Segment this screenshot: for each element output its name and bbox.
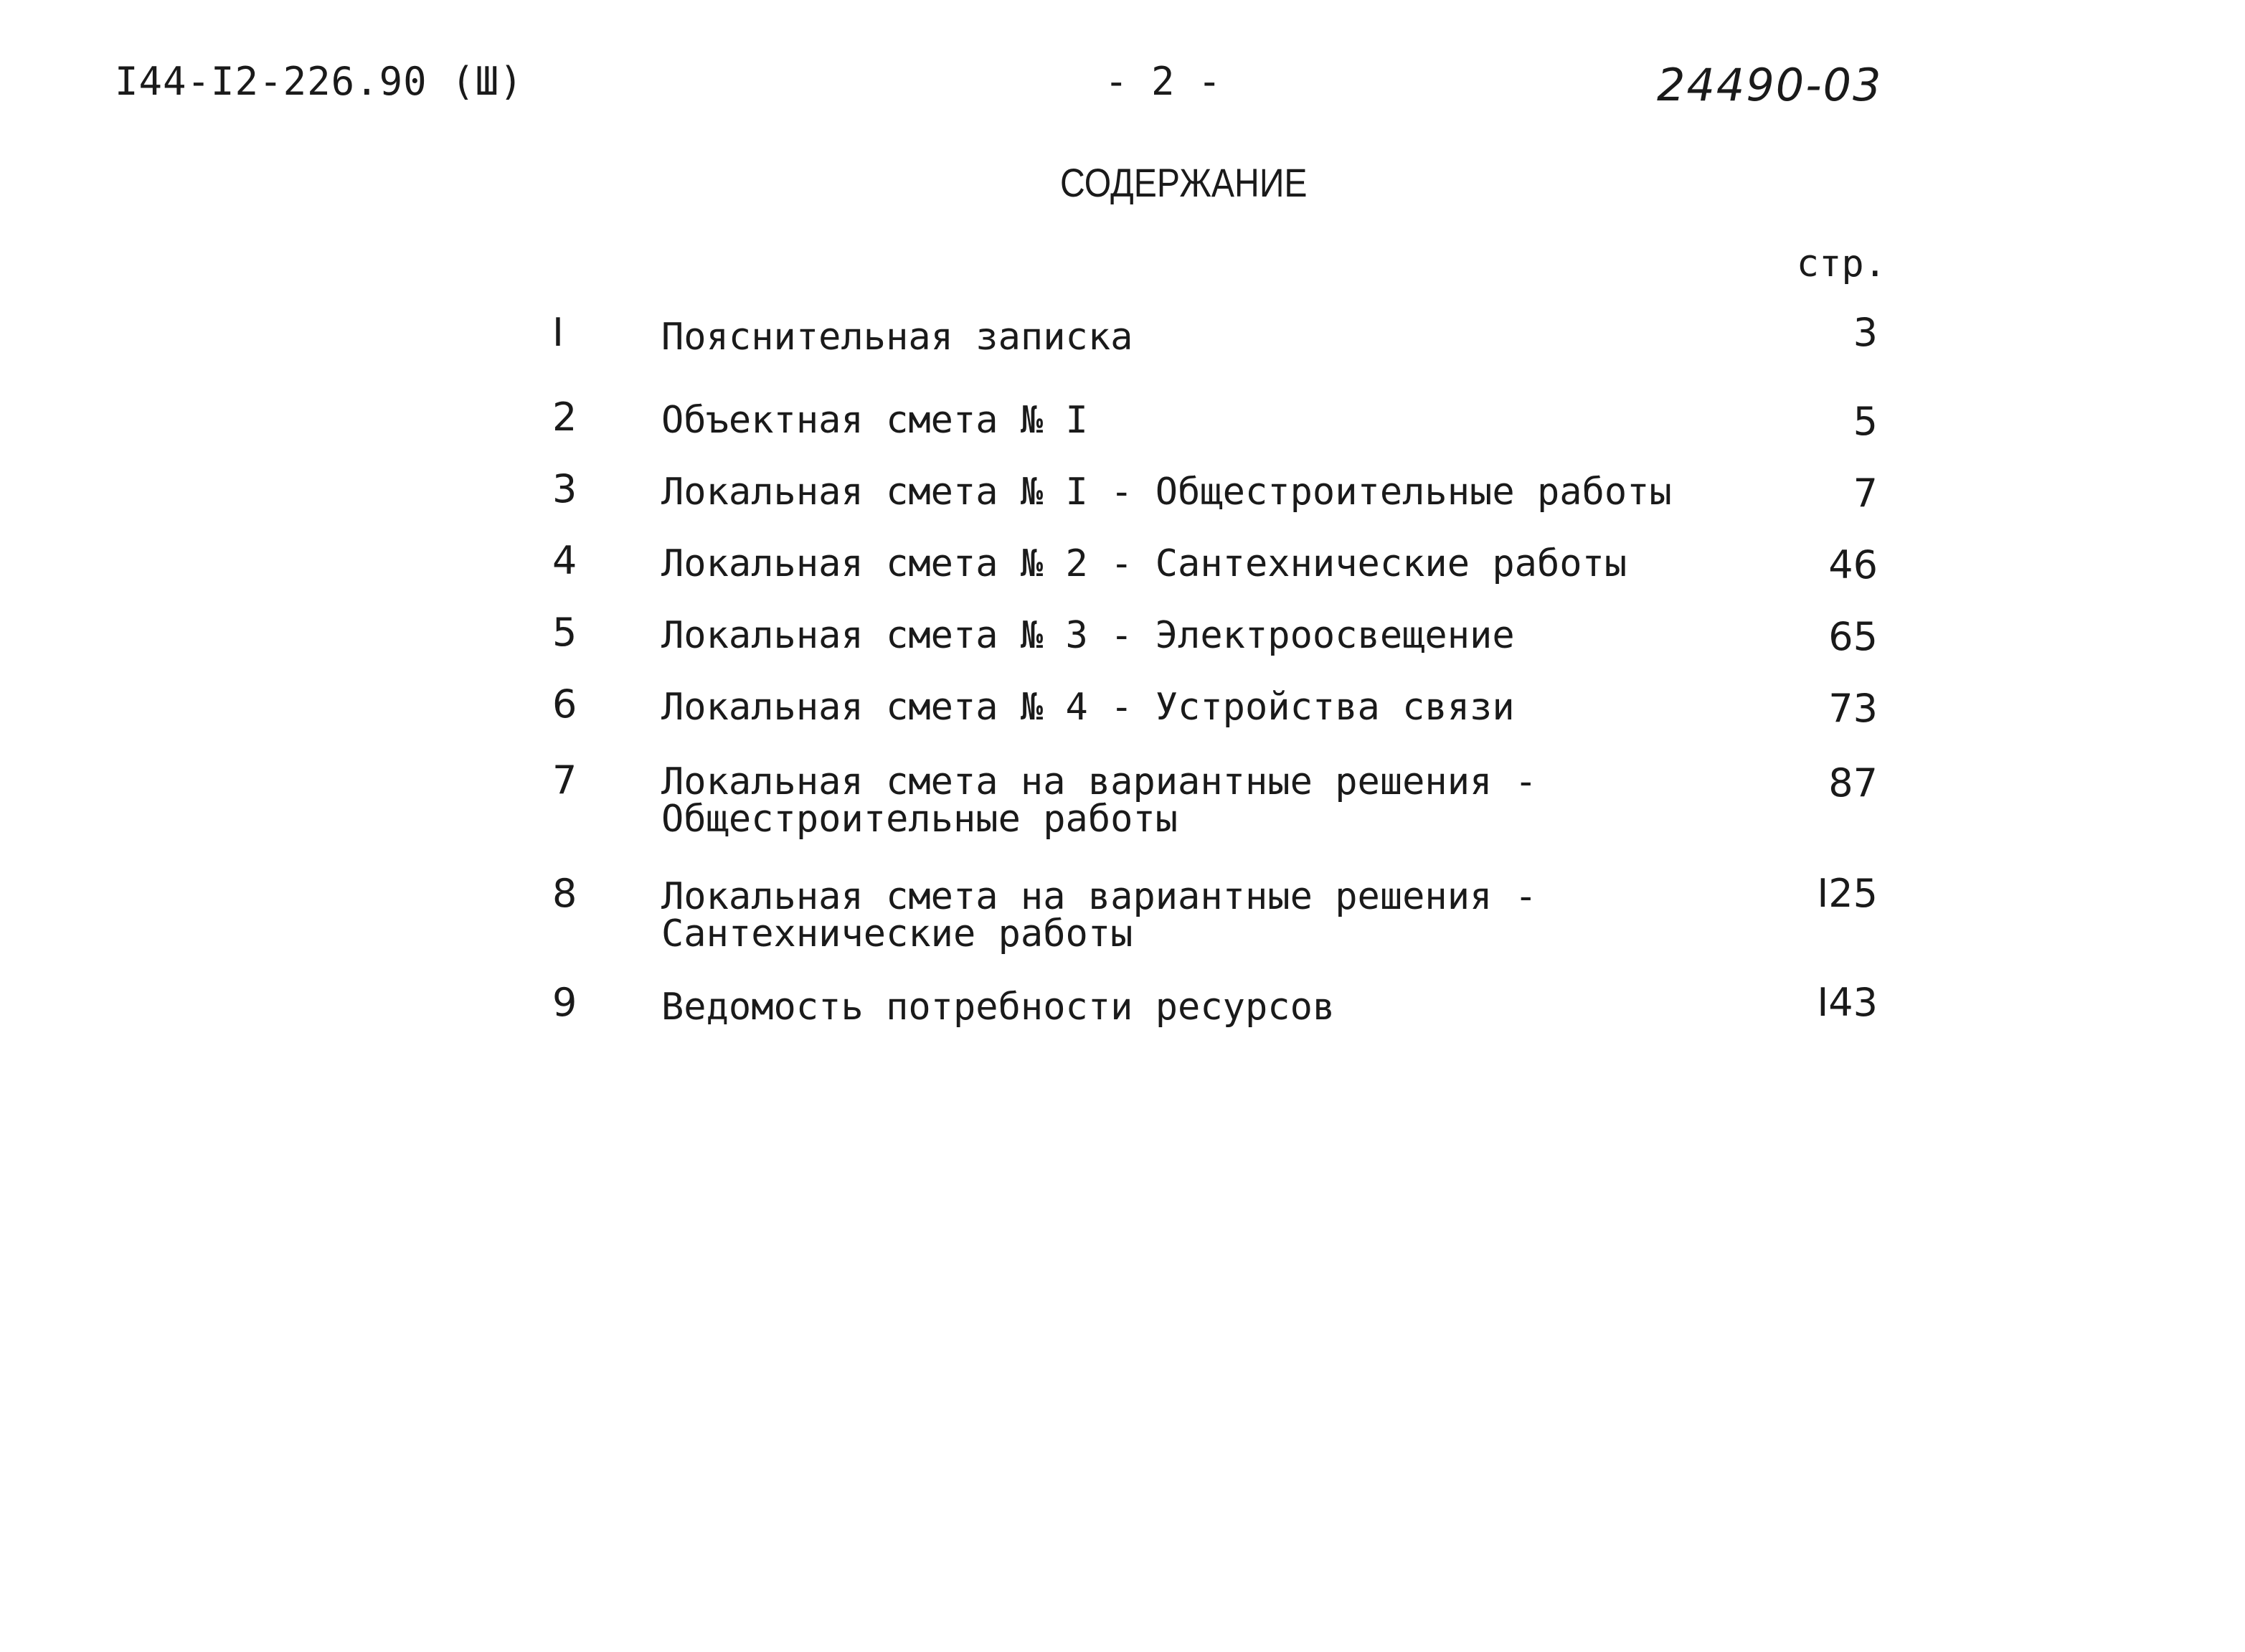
toc-item-number: 4 (552, 538, 577, 583)
toc-item-number: I (552, 310, 564, 355)
document-code: I44-I2-226.90 (Ш) (115, 59, 524, 104)
toc-item-page: 5 (1853, 399, 1878, 444)
toc-item-number: 9 (552, 980, 577, 1025)
toc-item-title: Локальная смета № 2 - Сантехнические работы (661, 542, 1627, 585)
toc-item-page: 65 (1828, 614, 1878, 659)
toc-item-page: 7 (1853, 471, 1878, 516)
toc-item-title: Локальная смета № 4 - Устройства связи (661, 686, 1515, 729)
toc-item-title: Ведомость потребности ресурсов (661, 986, 1336, 1029)
page-column-header: стр. (1796, 242, 1886, 285)
toc-item-number: 7 (552, 757, 577, 803)
page-title: СОДЕРЖАНИЕ (1060, 160, 1308, 205)
toc-item-title: Объектная смета № I (661, 399, 1088, 442)
toc-item-number: 5 (552, 610, 577, 655)
toc-item-number: 2 (552, 395, 577, 440)
toc-item-page: 73 (1828, 686, 1878, 731)
toc-item-page: I25 (1817, 871, 1878, 916)
toc-item-number: 6 (552, 681, 577, 727)
toc-item-number: 3 (552, 466, 577, 511)
toc-item-title: Пояснительная записка (661, 316, 1133, 359)
toc-item-title: Локальная смета на вариантные решения - Сантехнические работы (661, 875, 1537, 955)
toc-item-page: I43 (1817, 980, 1878, 1025)
page-number: - 2 - (1105, 59, 1221, 104)
toc-item-title: Локальная смета на вариантные решения - Общестроительные работы (661, 760, 1537, 841)
toc-item-page: 87 (1828, 760, 1878, 806)
toc-item-page: 46 (1828, 542, 1878, 587)
toc-item-page: 3 (1853, 310, 1878, 355)
toc-item-title: Локальная смета № I - Общестроительные работы (661, 471, 1672, 514)
toc-item-title: Локальная смета № 3 - Электроосвещение (661, 614, 1515, 657)
archive-number: 24490-03 (1657, 59, 1883, 111)
toc-item-number: 8 (552, 871, 577, 916)
